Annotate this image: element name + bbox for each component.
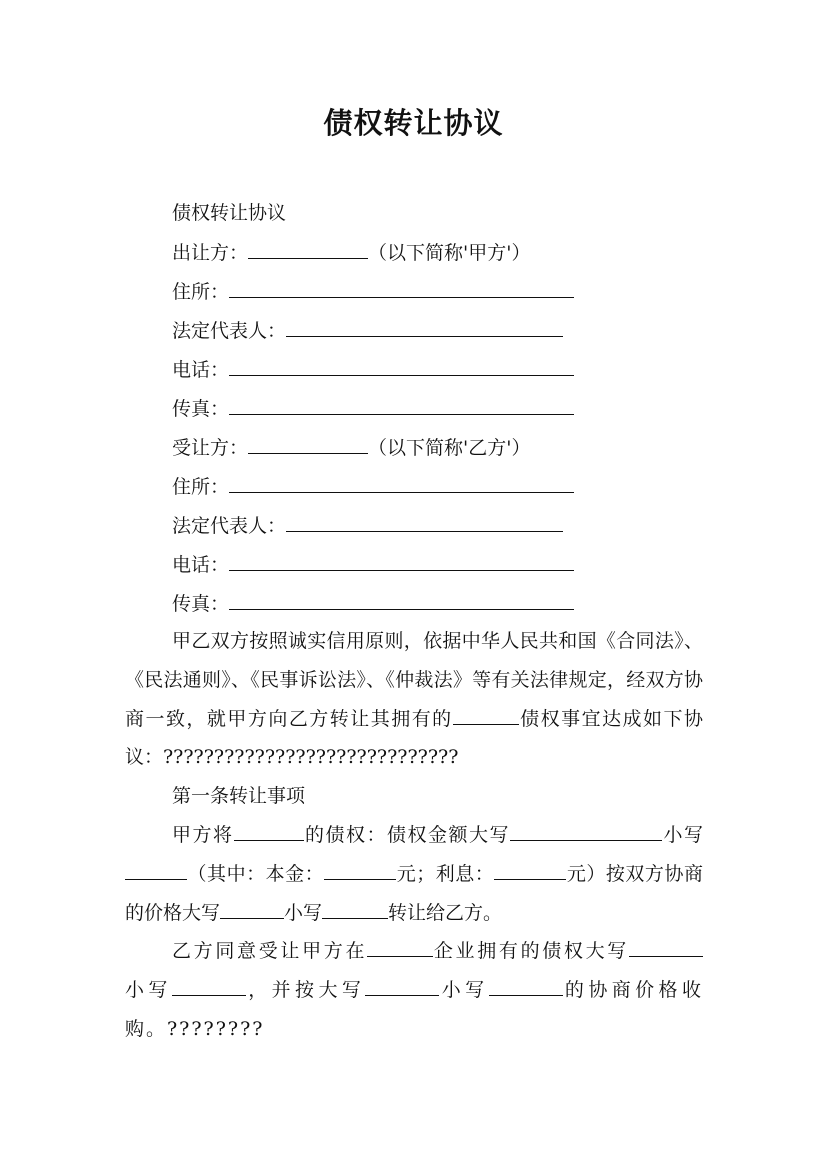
text: （其中：本金： (187, 862, 325, 885)
debt-blank[interactable] (234, 824, 304, 841)
debt-upper-blank[interactable] (629, 940, 703, 957)
enterprise-blank[interactable] (367, 940, 433, 957)
text: 元）按双方协商的价格大写 (125, 862, 703, 924)
debt-name-blank[interactable] (453, 708, 519, 725)
preamble-text: 甲乙双方按照诚实信用原则，依据中华人民共和国《合同法》、《民法通则》、《民事诉讼法》、《仲裁法》等有关法律规定，经双方协商一致，就甲方向乙方转让其拥有的 (125, 630, 703, 730)
transferor-rep-blank[interactable] (286, 318, 563, 337)
interest-blank[interactable] (494, 863, 566, 880)
fax-label: 传真： (172, 398, 230, 420)
purchase-lower-blank[interactable] (489, 979, 563, 996)
transferee-fax-blank[interactable] (229, 591, 574, 610)
transferee-phone-line (172, 552, 574, 577)
transferee-address-line (172, 474, 574, 499)
purchase-upper-blank[interactable] (365, 979, 439, 996)
rep-label: 法定代表人： (172, 515, 287, 537)
phone-label: 电话： (172, 554, 230, 576)
subtitle: 债权转让协议 (172, 202, 287, 224)
article-1-paragraph-2 (125, 932, 703, 1048)
transferee-line (172, 435, 530, 460)
transferor-blank[interactable] (248, 240, 368, 259)
transferor-address-blank[interactable] (229, 279, 574, 298)
transferor-fax-blank[interactable] (229, 396, 574, 415)
article-1-heading: 第一条转让事项 (172, 785, 306, 807)
transferee-label: 受让方： (172, 437, 249, 459)
text: ，并按大写 (245, 978, 366, 1001)
principal-blank[interactable] (324, 863, 396, 880)
transferor-rep-line (172, 318, 563, 343)
text: 甲方将 (172, 824, 234, 846)
address-label: 住所： (172, 476, 230, 498)
phone-label: 电话： (172, 359, 230, 381)
fax-label: 传真： (172, 593, 230, 615)
transferor-label: 出让方： (172, 242, 249, 264)
transferor-line (172, 240, 530, 265)
transferor-phone-blank[interactable] (229, 357, 574, 376)
preamble-text-end: 债权事宜达成如下协议：????????????????????????????? (125, 707, 703, 769)
price-upper-blank[interactable] (220, 902, 284, 919)
article-1-paragraph-1 (125, 816, 703, 932)
transferor-address-line (172, 279, 574, 304)
price-lower-blank[interactable] (322, 902, 388, 919)
text: 企业拥有的债权大写 (433, 940, 629, 962)
rep-label: 法定代表人： (172, 320, 287, 342)
amount-upper-blank[interactable] (510, 824, 662, 841)
transferee-phone-blank[interactable] (229, 552, 574, 571)
transferor-phone-line (172, 357, 574, 382)
text: 的协商价格收购。???????? (125, 978, 703, 1040)
text: 乙方同意受让甲方在 (172, 940, 368, 962)
text: 小写 (125, 978, 172, 1001)
transferee-fax-line (172, 591, 574, 616)
text: 转让给乙方。 (388, 901, 503, 924)
text: 的债权：债权金额大写 (303, 824, 510, 846)
transferee-blank[interactable] (248, 435, 368, 454)
text: 小写 (439, 978, 489, 1001)
text: 元；利息： (396, 862, 495, 885)
transferee-note: （以下简称'乙方'） (368, 437, 531, 459)
text: 小写 (661, 824, 703, 846)
transferee-rep-blank[interactable] (286, 513, 563, 532)
address-label: 住所： (172, 281, 230, 303)
amount-lower-blank[interactable] (125, 863, 187, 880)
transferee-address-blank[interactable] (229, 474, 574, 493)
document-title: 债权转让协议 (323, 106, 504, 140)
transferor-fax-line (172, 396, 574, 421)
text: 小写 (284, 901, 323, 924)
transferor-note: （以下简称'甲方'） (368, 242, 531, 264)
transferee-rep-line (172, 513, 563, 538)
debt-lower-blank[interactable] (172, 979, 246, 996)
preamble-paragraph (125, 622, 703, 777)
